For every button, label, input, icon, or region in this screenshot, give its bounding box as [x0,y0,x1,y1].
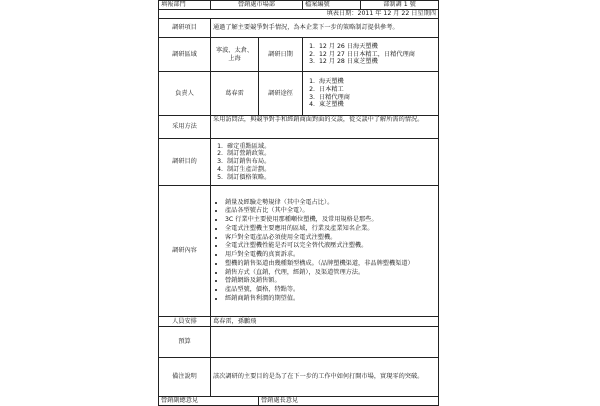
project-value: 通過了解主要競爭對手情況，為本企業下一步的策略制訂提供參考。 [211,19,439,38]
purpose-item: 4. 制訂生產計劃。 [225,166,436,174]
date-item: 2. 12 月 27 日日本精工，日精代理商 [317,51,436,59]
region-row [159,38,439,72]
remarks-value: 該次調研的主要目的是為了在下一步的工作中如何打開市場，實現零的突破。 [211,358,439,397]
route-item: 1. 海天塑機 [317,78,436,86]
content-item: • 產品型號，價格，特點等。 [225,286,436,294]
budget-value [211,327,439,358]
content-item: • 3C 行業中主要使用那種噸位塑機，及常用規格是那些。 [225,216,436,224]
date-item: 1. 12 月 26 日海天塑機 [317,43,436,51]
director-opinion-label: 營銷處長意見 [259,397,439,406]
region-value: 寧波、太倉、上海 [211,38,259,72]
footer-row [159,397,439,406]
content-item: • 營銷網絡及銷售額。 [225,277,436,285]
staff-label: 人員安排 [159,317,211,327]
content-item: • 全電式注塑機主要應用的區域，行業及產業知名企業。 [225,225,436,233]
content-item: • 產品各型號占比（其中全電）。 [225,207,436,215]
purpose-item: 2. 制訂營銷政策。 [225,150,436,158]
project-label: 調研項目 [159,19,211,38]
content-item: • 用戶對全電機的真實訴求。 [225,251,436,259]
route-item: 2. 日本精工 [317,86,436,94]
file-no-label: 檔案編號 [303,1,361,10]
method-label: 采用方法 [159,116,211,139]
owner-row [159,72,439,116]
content-item: • 全電式注塑機性能是否可以完全替代液壓式注塑機。 [225,242,436,250]
region-label: 調研區域 [159,38,211,72]
staff-row [159,317,439,327]
date-item: 3. 12 月 28 日東芝塑機 [317,58,436,66]
purpose-row [159,139,439,186]
method-row [159,116,439,139]
budget-row [159,327,439,358]
project-row [159,19,439,38]
route-label: 調研途徑 [259,72,303,116]
remarks-row [159,358,439,397]
content-cell [211,186,439,317]
header-row [159,1,439,10]
routes-cell [303,72,439,116]
file-no-value: 部制調 1 號 [361,1,439,10]
dates-cell [303,38,439,72]
content-item: • 銷量及經驗走勢規律（其中全電占比）。 [225,199,436,207]
purpose-label: 調研目的 [159,139,211,186]
content-item: • 經銷商銷售利潤的期望值。 [225,295,436,303]
date-list [305,43,436,66]
method-value: 采用訪問法，與競爭對手和經銷商面對面的交談，從交談中了解所需的情況。 [211,116,439,139]
survey-form [158,0,438,405]
content-row [159,186,439,317]
date-row [159,10,439,19]
date-label: 調研日期 [259,38,303,72]
fill-dept-value: 營銷處市場部 [211,1,303,10]
content-item: • 客戶對全電產品必須使用全電式注塑機。 [225,234,436,242]
route-list [305,78,436,109]
owner-label: 負責人 [159,72,211,116]
route-item: 4. 東芝塑機 [317,101,436,109]
fill-date: 填表日期：2011 年 12 月 22 日星期四 [159,10,439,19]
purpose-cell [211,139,439,186]
budget-label: 預算 [159,327,211,358]
owner-value: 葛春雷 [211,72,259,116]
content-item: • 銷售方式（直銷，代理，經銷），及渠道管理方法。 [225,269,436,277]
survey-table [158,0,439,406]
content-label: 調研內容 [159,186,211,317]
purpose-list [213,143,436,182]
content-item: • 塑機的銷售渠道由幾種類型構成。（品牌塑機渠道，非品牌塑機渠道） [225,260,436,268]
purpose-item: 3. 制訂銷售布局。 [225,158,436,166]
remarks-label: 備注說明 [159,358,211,397]
staff-value: 葛春雷，孫鵬飛 [211,317,439,327]
purpose-item: 1. 確定重點區域。 [225,143,436,151]
vp-opinion-label: 營銷副總意見 [159,397,259,406]
content-list [213,199,436,303]
route-item: 3. 日精代理商 [317,94,436,102]
purpose-item: 5. 制訂價格策略。 [225,174,436,182]
fill-dept-label: 填報部門 [159,1,211,10]
